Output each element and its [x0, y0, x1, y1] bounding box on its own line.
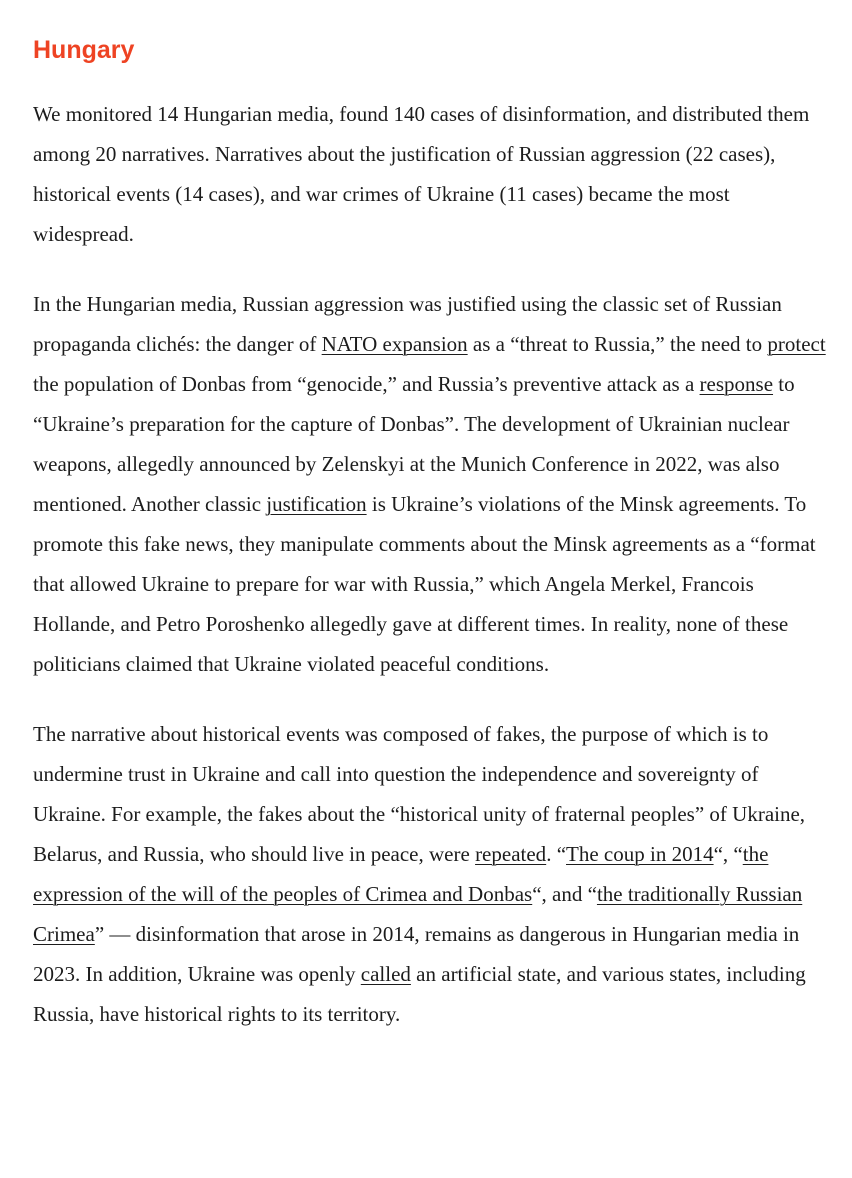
paragraph-text: to “Ukraine’s preparation for the capture of Donbas”. The development of Ukrainian nuclear weapons, allegedly announced by Zelenskyi at the Munich Conference in 2022, was also mentioned. Another classic [33, 372, 795, 516]
link-russian-crimea[interactable]: the traditionally Russian Crimea [33, 882, 803, 946]
link-response[interactable]: response [699, 372, 774, 396]
paragraph-historical [33, 714, 832, 1034]
link-justification[interactable]: justification [266, 492, 367, 516]
link-repeated[interactable]: repeated [475, 842, 547, 866]
paragraph-text: In the Hungarian media, Russian aggression was justified using the classic set of Russian propaganda clichés: the danger of [33, 292, 782, 356]
link-called[interactable]: called [360, 962, 411, 986]
paragraph-text: the population of Donbas from “genocide,” and Russia’s preventive attack as a [33, 372, 700, 396]
paragraph-text: an artificial state, and various states, including Russia, have historical rights to its territory. [33, 962, 806, 1026]
link-coup-2014[interactable]: The coup in 2014 [566, 842, 714, 866]
section-title: Hungary [33, 36, 135, 64]
link-nato-expansion[interactable]: NATO expansion [321, 332, 468, 356]
paragraph-summary [33, 94, 832, 254]
paragraph-text: is Ukraine’s violations of the Minsk agreements. To promote this fake news, they manipulate comments about the Minsk agreements as a “format that allowed Ukraine to prepare for war with Russia,” which Angela Merkel, Francois Hollande, and Petro Poroshenko allegedly gave at different times. In reality, none of these politicians claimed that Ukraine violated peaceful conditions. [33, 492, 816, 676]
paragraph-text: The narrative about historical events was composed of fakes, the purpose of which is to undermine trust in Ukraine and call into question the independence and sovereignty of Ukraine. For example, the fakes about the “historical unity of fraternal peoples” of Ukraine, Belarus, and Russia, who should live in peace, were [33, 722, 806, 866]
paragraph-text: “, and “ [532, 882, 597, 906]
paragraph-text: We monitored 14 Hungarian media, found 140 cases of disinformation, and distributed them among 20 narratives. Narratives about the justification of Russian aggression (22 cases), historical events (14 cases), and war crimes of Ukraine (11 cases) became the most widespread. [33, 102, 810, 246]
paragraph-text: “, “ [713, 842, 743, 866]
link-protect[interactable]: protect [767, 332, 826, 356]
link-will-of-peoples[interactable]: the expression of the will of the peoples of Crimea and Donbas [33, 842, 769, 906]
paragraph-text: . “ [546, 842, 567, 866]
paragraph-text: ” — disinformation that arose in 2014, remains as dangerous in Hungarian media in 2023. In addition, Ukraine was openly [33, 922, 800, 986]
paragraph-justification [33, 284, 832, 684]
paragraph-text: as a “threat to Russia,” the need to [467, 332, 768, 356]
